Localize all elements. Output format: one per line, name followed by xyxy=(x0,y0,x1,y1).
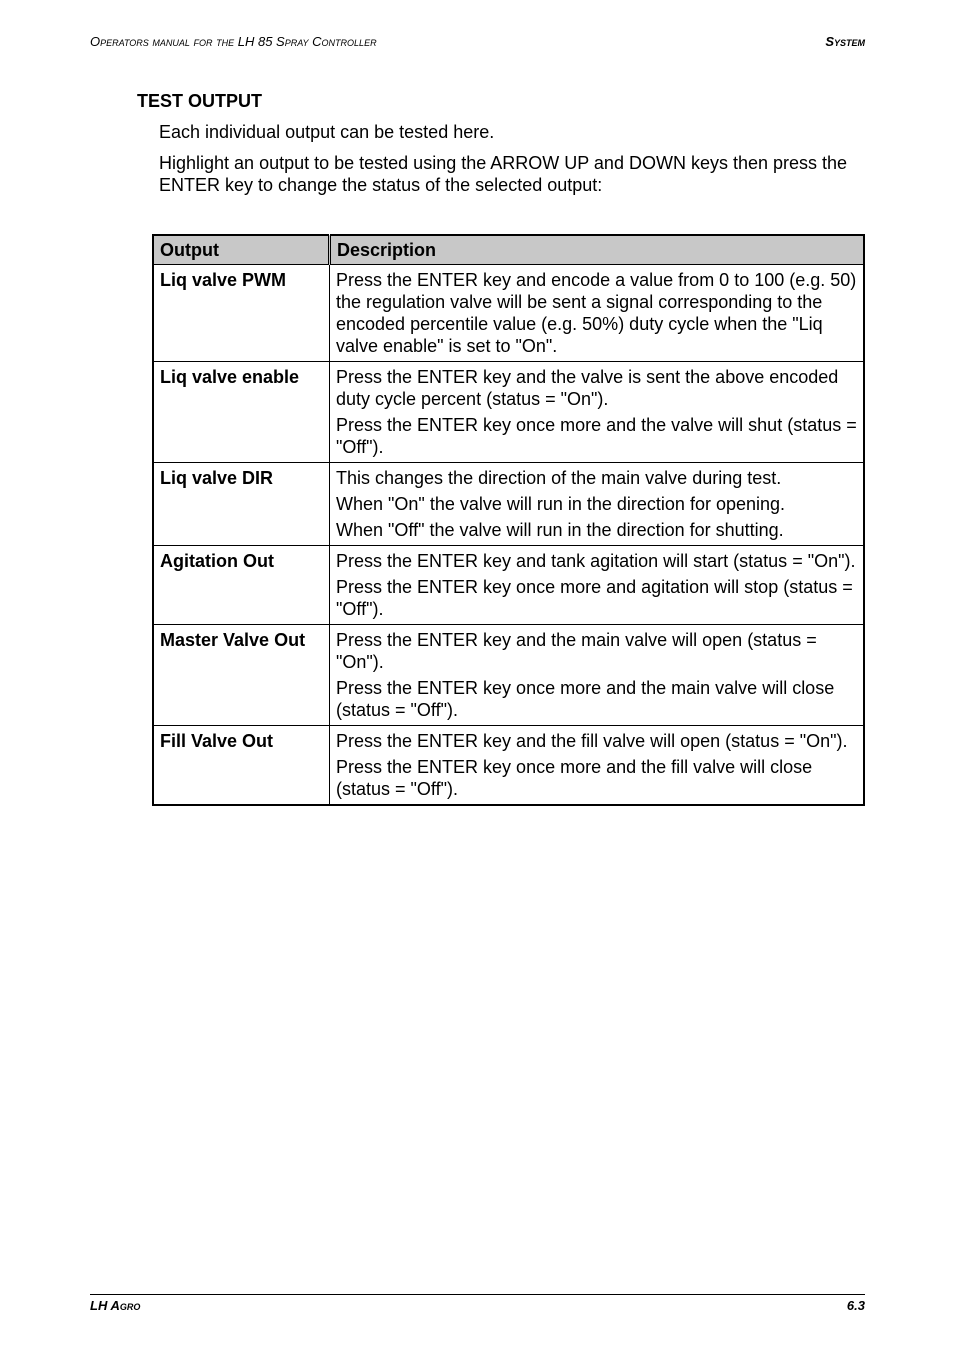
description-line: When "On" the valve will run in the direction for opening. xyxy=(336,494,786,514)
table-row xyxy=(153,726,864,806)
output-description xyxy=(330,625,865,726)
page-number: 6.3 xyxy=(846,1298,865,1313)
column-header-description: Description xyxy=(330,235,865,265)
page-header xyxy=(90,34,865,52)
output-description xyxy=(330,265,865,362)
output-name: Liq valve enable xyxy=(153,362,330,463)
description-line: Press the ENTER key and the valve is sent the above encoded duty cycle percent (status = "On"). xyxy=(336,367,839,409)
description-line: Press the ENTER key and tank agitation will start (status = "On"). xyxy=(336,551,856,571)
output-description xyxy=(330,463,865,546)
table-row xyxy=(153,625,864,726)
output-name: Liq valve PWM xyxy=(153,265,330,362)
table-row xyxy=(153,546,864,625)
output-name: Agitation Out xyxy=(153,546,330,625)
instruction-paragraph: Highlight an output to be tested using the ARROW UP and DOWN keys then press the ENTER key to change the status of the selected output: xyxy=(159,153,848,195)
intro-paragraph: Each individual output can be tested here. xyxy=(159,122,495,142)
output-name: Liq valve DIR xyxy=(153,463,330,546)
description-line: Press the ENTER key once more and the fill valve will close (status = "Off"). xyxy=(336,757,813,799)
description-line: Press the ENTER key and the main valve will open (status = "On"). xyxy=(336,630,817,672)
table-row xyxy=(153,463,864,546)
footer-divider xyxy=(90,1294,865,1295)
description-line: Press the ENTER key once more and the main valve will close (status = "Off"). xyxy=(336,678,835,720)
header-chapter: System xyxy=(825,34,865,49)
output-name: Fill Valve Out xyxy=(153,726,330,806)
section-title: TEST OUTPUT xyxy=(137,91,262,111)
header-document-title: Operators manual for the LH 85 Spray Controller xyxy=(90,34,377,49)
description-line: Press the ENTER key and encode a value from 0 to 100 (e.g. 50) the regulation valve will be sent a signal corresponding to the encoded percentile value (e.g. 50%) duty cycle when the "Liq valve enable" is set to "On". xyxy=(336,270,857,356)
footer-company: LH Agro xyxy=(90,1298,141,1313)
output-description xyxy=(330,726,865,806)
output-table xyxy=(152,234,865,806)
description-line: This changes the direction of the main valve during test. xyxy=(336,468,782,488)
output-name: Master Valve Out xyxy=(153,625,330,726)
table-row xyxy=(153,362,864,463)
description-line: Press the ENTER key once more and the valve will shut (status = "Off"). xyxy=(336,415,857,457)
description-line: Press the ENTER key once more and agitation will stop (status = "Off"). xyxy=(336,577,853,619)
page-footer xyxy=(90,1298,865,1316)
column-header-output: Output xyxy=(153,235,330,265)
description-line: Press the ENTER key and the fill valve will open (status = "On"). xyxy=(336,731,848,751)
table-header-row xyxy=(153,235,864,265)
table-row xyxy=(153,265,864,362)
output-description xyxy=(330,546,865,625)
description-line: When "Off" the valve will run in the direction for shutting. xyxy=(336,520,784,540)
output-description xyxy=(330,362,865,463)
